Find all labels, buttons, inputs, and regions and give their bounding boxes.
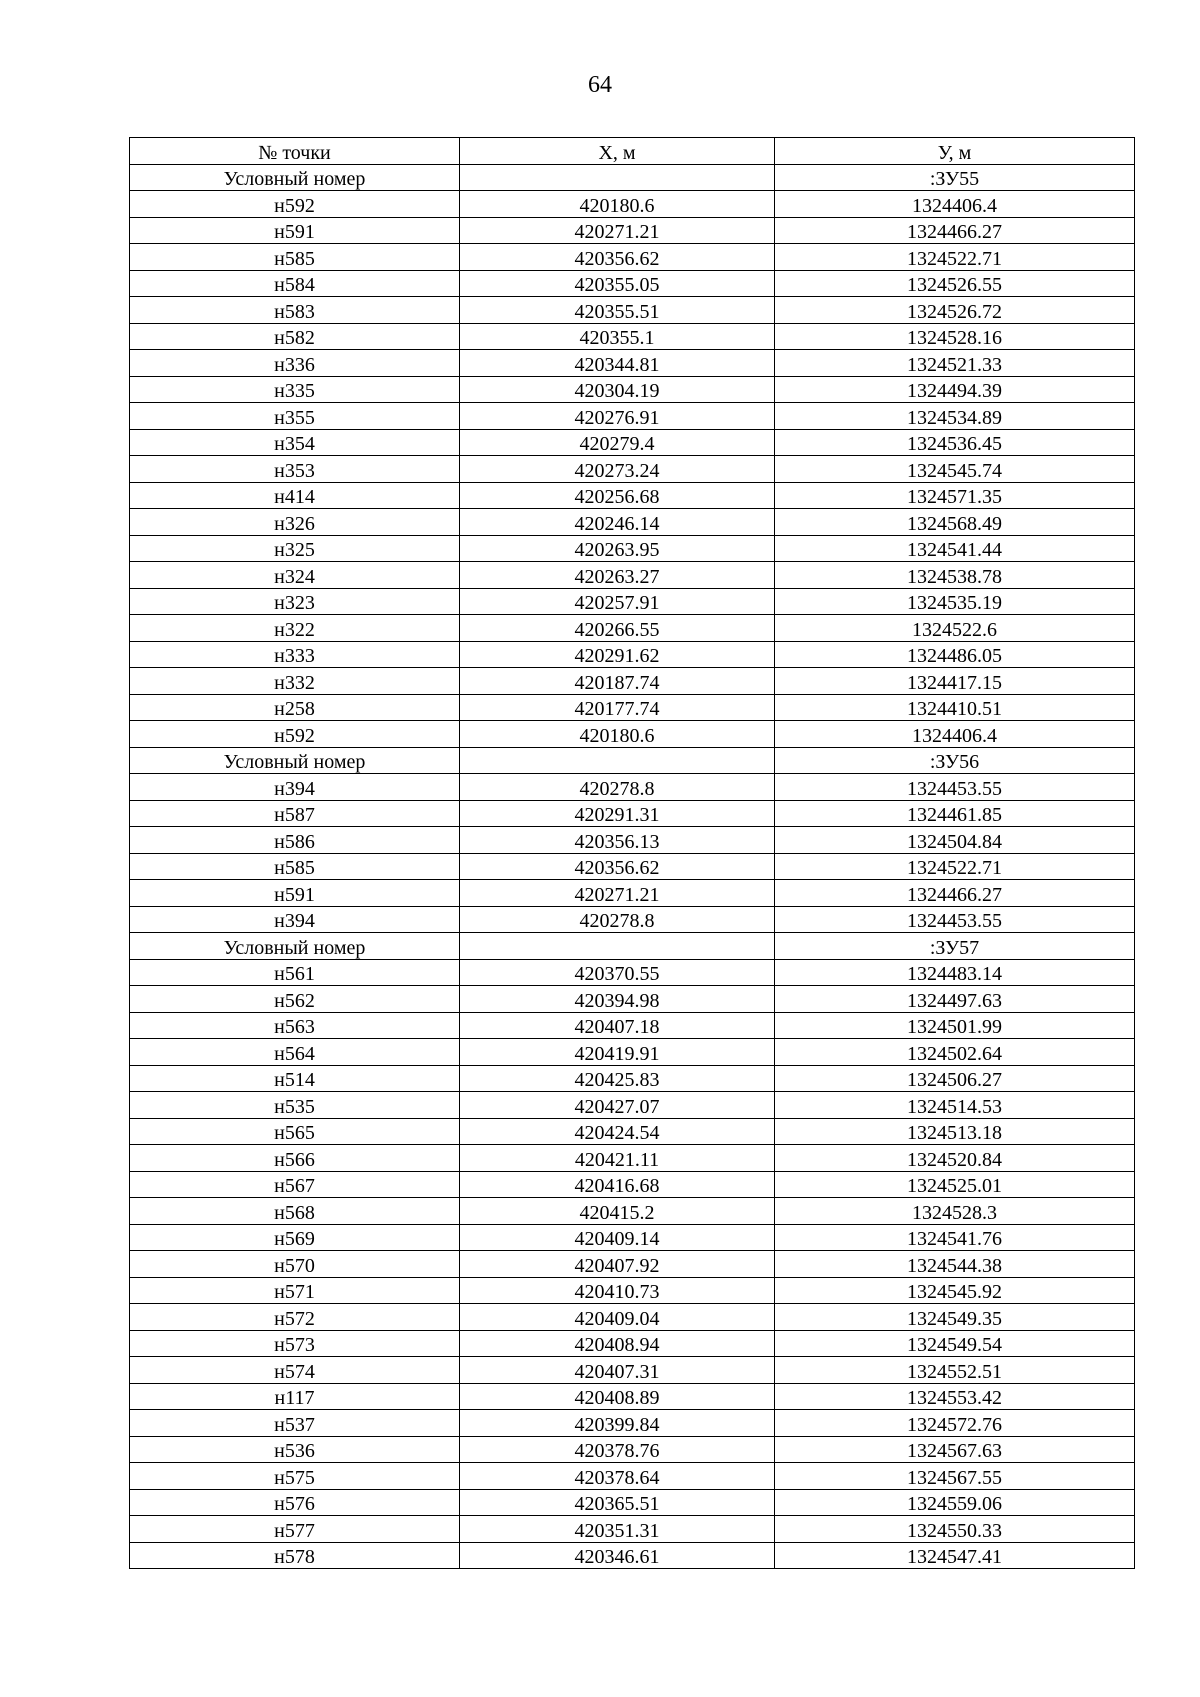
point-number-cell: н576: [130, 1489, 460, 1516]
y-coordinate-cell: 1324538.78: [775, 562, 1135, 589]
y-coordinate-cell: 1324513.18: [775, 1118, 1135, 1145]
table-row: [130, 1224, 1135, 1251]
x-coordinate-cell: 420263.27: [460, 562, 775, 589]
y-coordinate-cell: 1324461.85: [775, 800, 1135, 827]
point-number-cell: н414: [130, 482, 460, 509]
table-row: [130, 986, 1135, 1013]
table-row: [130, 350, 1135, 377]
y-coordinate-cell: 1324504.84: [775, 827, 1135, 854]
table-row: [130, 853, 1135, 880]
x-coordinate-cell: 420177.74: [460, 694, 775, 721]
point-number-cell: н564: [130, 1039, 460, 1066]
table-row: [130, 1277, 1135, 1304]
point-number-cell: н324: [130, 562, 460, 589]
y-coordinate-cell: 1324528.16: [775, 323, 1135, 350]
point-number-cell: н325: [130, 535, 460, 562]
point-number-cell: н585: [130, 244, 460, 271]
table-row: [130, 164, 1135, 191]
x-coordinate-cell: [460, 933, 775, 960]
x-coordinate-cell: 420256.68: [460, 482, 775, 509]
table-row: [130, 1092, 1135, 1119]
x-coordinate-cell: 420356.62: [460, 244, 775, 271]
header-y-coordinate: У, м: [775, 138, 1135, 165]
table-row: [130, 191, 1135, 218]
y-coordinate-cell: 1324545.92: [775, 1277, 1135, 1304]
y-coordinate-cell: 1324567.55: [775, 1463, 1135, 1490]
table-row: [130, 323, 1135, 350]
table-row: [130, 1039, 1135, 1066]
x-coordinate-cell: 420365.51: [460, 1489, 775, 1516]
y-coordinate-cell: 1324483.14: [775, 959, 1135, 986]
header-point-number: № точки: [130, 138, 460, 165]
point-number-cell: н258: [130, 694, 460, 721]
point-number-cell: н592: [130, 191, 460, 218]
y-coordinate-cell: 1324571.35: [775, 482, 1135, 509]
table-row: [130, 482, 1135, 509]
y-coordinate-cell: 1324501.99: [775, 1012, 1135, 1039]
y-coordinate-cell: 1324486.05: [775, 641, 1135, 668]
x-coordinate-cell: 420257.91: [460, 588, 775, 615]
y-coordinate-cell: 1324549.35: [775, 1304, 1135, 1331]
table-row: [130, 562, 1135, 589]
table-row: [130, 800, 1135, 827]
point-number-cell: н336: [130, 350, 460, 377]
table-row: [130, 588, 1135, 615]
table-header-row: [130, 138, 1135, 165]
x-coordinate-cell: 420278.8: [460, 774, 775, 801]
point-number-cell: н578: [130, 1542, 460, 1569]
y-coordinate-cell: 1324544.38: [775, 1251, 1135, 1278]
table-row: [130, 1065, 1135, 1092]
point-number-cell: н333: [130, 641, 460, 668]
y-coordinate-cell: :ЗУ55: [775, 164, 1135, 191]
table-row: [130, 721, 1135, 748]
point-number-cell: н394: [130, 906, 460, 933]
y-coordinate-cell: 1324526.72: [775, 297, 1135, 324]
point-number-cell: Условный номер: [130, 933, 460, 960]
x-coordinate-cell: 420187.74: [460, 668, 775, 695]
y-coordinate-cell: 1324466.27: [775, 217, 1135, 244]
y-coordinate-cell: 1324410.51: [775, 694, 1135, 721]
table-row: [130, 959, 1135, 986]
table-row: [130, 1436, 1135, 1463]
x-coordinate-cell: 420416.68: [460, 1171, 775, 1198]
y-coordinate-cell: 1324502.64: [775, 1039, 1135, 1066]
point-number-cell: н537: [130, 1410, 460, 1437]
point-number-cell: н586: [130, 827, 460, 854]
y-coordinate-cell: 1324567.63: [775, 1436, 1135, 1463]
point-number-cell: н535: [130, 1092, 460, 1119]
table-row: [130, 1463, 1135, 1490]
point-number-cell: н335: [130, 376, 460, 403]
x-coordinate-cell: 420273.24: [460, 456, 775, 483]
point-number-cell: н326: [130, 509, 460, 536]
point-number-cell: н565: [130, 1118, 460, 1145]
point-number-cell: н536: [130, 1436, 460, 1463]
table-row: [130, 1542, 1135, 1569]
x-coordinate-cell: 420279.4: [460, 429, 775, 456]
point-number-cell: н332: [130, 668, 460, 695]
table-row: [130, 1251, 1135, 1278]
x-coordinate-cell: 420276.91: [460, 403, 775, 430]
y-coordinate-cell: 1324497.63: [775, 986, 1135, 1013]
point-number-cell: Условный номер: [130, 164, 460, 191]
x-coordinate-cell: 420246.14: [460, 509, 775, 536]
point-number-cell: н355: [130, 403, 460, 430]
point-number-cell: н570: [130, 1251, 460, 1278]
y-coordinate-cell: 1324535.19: [775, 588, 1135, 615]
y-coordinate-cell: 1324453.55: [775, 774, 1135, 801]
table-row: [130, 1171, 1135, 1198]
table-row: [130, 1012, 1135, 1039]
table-row: [130, 1198, 1135, 1225]
x-coordinate-cell: 420409.04: [460, 1304, 775, 1331]
y-coordinate-cell: 1324406.4: [775, 191, 1135, 218]
table-row: [130, 509, 1135, 536]
x-coordinate-cell: 420355.1: [460, 323, 775, 350]
x-coordinate-cell: 420399.84: [460, 1410, 775, 1437]
table-row: [130, 774, 1135, 801]
y-coordinate-cell: 1324534.89: [775, 403, 1135, 430]
table-row: [130, 297, 1135, 324]
point-number-cell: н575: [130, 1463, 460, 1490]
point-number-cell: н585: [130, 853, 460, 880]
point-number-cell: н591: [130, 880, 460, 907]
point-number-cell: н587: [130, 800, 460, 827]
table-row: [130, 1357, 1135, 1384]
table-row: [130, 747, 1135, 774]
x-coordinate-cell: 420355.05: [460, 270, 775, 297]
x-coordinate-cell: 420409.14: [460, 1224, 775, 1251]
table-row: [130, 376, 1135, 403]
x-coordinate-cell: 420378.76: [460, 1436, 775, 1463]
x-coordinate-cell: 420356.13: [460, 827, 775, 854]
point-number-cell: н568: [130, 1198, 460, 1225]
x-coordinate-cell: 420410.73: [460, 1277, 775, 1304]
x-coordinate-cell: 420407.31: [460, 1357, 775, 1384]
point-number-cell: н573: [130, 1330, 460, 1357]
x-coordinate-cell: 420421.11: [460, 1145, 775, 1172]
table-row: [130, 694, 1135, 721]
y-coordinate-cell: 1324522.71: [775, 853, 1135, 880]
point-number-cell: н572: [130, 1304, 460, 1331]
table-row: [130, 880, 1135, 907]
point-number-cell: н514: [130, 1065, 460, 1092]
y-coordinate-cell: 1324453.55: [775, 906, 1135, 933]
table-row: [130, 1118, 1135, 1145]
table-row: [130, 429, 1135, 456]
point-number-cell: н353: [130, 456, 460, 483]
table-row: [130, 217, 1135, 244]
x-coordinate-cell: 420266.55: [460, 615, 775, 642]
point-number-cell: н583: [130, 297, 460, 324]
point-number-cell: н574: [130, 1357, 460, 1384]
y-coordinate-cell: 1324549.54: [775, 1330, 1135, 1357]
table-row: [130, 1145, 1135, 1172]
x-coordinate-cell: [460, 747, 775, 774]
point-number-cell: н566: [130, 1145, 460, 1172]
x-coordinate-cell: 420378.64: [460, 1463, 775, 1490]
y-coordinate-cell: :ЗУ56: [775, 747, 1135, 774]
x-coordinate-cell: 420263.95: [460, 535, 775, 562]
y-coordinate-cell: 1324559.06: [775, 1489, 1135, 1516]
y-coordinate-cell: 1324417.15: [775, 668, 1135, 695]
point-number-cell: н562: [130, 986, 460, 1013]
table-row: [130, 244, 1135, 271]
point-number-cell: н322: [130, 615, 460, 642]
point-number-cell: н569: [130, 1224, 460, 1251]
table-row: [130, 1304, 1135, 1331]
table-row: [130, 933, 1135, 960]
y-coordinate-cell: 1324568.49: [775, 509, 1135, 536]
table-row: [130, 535, 1135, 562]
point-number-cell: Условный номер: [130, 747, 460, 774]
point-number-cell: н394: [130, 774, 460, 801]
point-number-cell: н323: [130, 588, 460, 615]
point-number-cell: н584: [130, 270, 460, 297]
table-row: [130, 1410, 1135, 1437]
x-coordinate-cell: 420419.91: [460, 1039, 775, 1066]
y-coordinate-cell: 1324552.51: [775, 1357, 1135, 1384]
y-coordinate-cell: 1324547.41: [775, 1542, 1135, 1569]
point-number-cell: н117: [130, 1383, 460, 1410]
x-coordinate-cell: 420394.98: [460, 986, 775, 1013]
y-coordinate-cell: 1324553.42: [775, 1383, 1135, 1410]
x-coordinate-cell: 420408.89: [460, 1383, 775, 1410]
y-coordinate-cell: :ЗУ57: [775, 933, 1135, 960]
table-row: [130, 1489, 1135, 1516]
x-coordinate-cell: 420344.81: [460, 350, 775, 377]
y-coordinate-cell: 1324522.71: [775, 244, 1135, 271]
point-number-cell: н577: [130, 1516, 460, 1543]
y-coordinate-cell: 1324572.76: [775, 1410, 1135, 1437]
coordinates-table: [129, 137, 1135, 1569]
table-row: [130, 906, 1135, 933]
y-coordinate-cell: 1324514.53: [775, 1092, 1135, 1119]
table-row: [130, 1383, 1135, 1410]
table-row: [130, 403, 1135, 430]
x-coordinate-cell: 420424.54: [460, 1118, 775, 1145]
y-coordinate-cell: 1324536.45: [775, 429, 1135, 456]
table-row: [130, 1330, 1135, 1357]
y-coordinate-cell: 1324406.4: [775, 721, 1135, 748]
point-number-cell: н561: [130, 959, 460, 986]
x-coordinate-cell: 420355.51: [460, 297, 775, 324]
y-coordinate-cell: 1324541.44: [775, 535, 1135, 562]
header-x-coordinate: Х, м: [460, 138, 775, 165]
x-coordinate-cell: 420408.94: [460, 1330, 775, 1357]
y-coordinate-cell: 1324466.27: [775, 880, 1135, 907]
point-number-cell: н582: [130, 323, 460, 350]
x-coordinate-cell: [460, 164, 775, 191]
x-coordinate-cell: 420291.31: [460, 800, 775, 827]
x-coordinate-cell: 420370.55: [460, 959, 775, 986]
page-number: 64: [588, 72, 612, 98]
table-row: [130, 615, 1135, 642]
x-coordinate-cell: 420278.8: [460, 906, 775, 933]
point-number-cell: н354: [130, 429, 460, 456]
y-coordinate-cell: 1324494.39: [775, 376, 1135, 403]
y-coordinate-cell: 1324526.55: [775, 270, 1135, 297]
y-coordinate-cell: 1324525.01: [775, 1171, 1135, 1198]
y-coordinate-cell: 1324528.3: [775, 1198, 1135, 1225]
y-coordinate-cell: 1324506.27: [775, 1065, 1135, 1092]
x-coordinate-cell: 420407.18: [460, 1012, 775, 1039]
y-coordinate-cell: 1324520.84: [775, 1145, 1135, 1172]
x-coordinate-cell: 420427.07: [460, 1092, 775, 1119]
x-coordinate-cell: 420346.61: [460, 1542, 775, 1569]
x-coordinate-cell: 420271.21: [460, 217, 775, 244]
x-coordinate-cell: 420407.92: [460, 1251, 775, 1278]
table-row: [130, 827, 1135, 854]
table-row: [130, 1516, 1135, 1543]
table-row: [130, 641, 1135, 668]
x-coordinate-cell: 420271.21: [460, 880, 775, 907]
x-coordinate-cell: 420415.2: [460, 1198, 775, 1225]
point-number-cell: н592: [130, 721, 460, 748]
y-coordinate-cell: 1324521.33: [775, 350, 1135, 377]
y-coordinate-cell: 1324541.76: [775, 1224, 1135, 1251]
point-number-cell: н571: [130, 1277, 460, 1304]
x-coordinate-cell: 420356.62: [460, 853, 775, 880]
table-row: [130, 668, 1135, 695]
x-coordinate-cell: 420304.19: [460, 376, 775, 403]
table-body: [130, 164, 1135, 1569]
table-row: [130, 270, 1135, 297]
y-coordinate-cell: 1324545.74: [775, 456, 1135, 483]
table-row: [130, 456, 1135, 483]
y-coordinate-cell: 1324550.33: [775, 1516, 1135, 1543]
point-number-cell: н567: [130, 1171, 460, 1198]
point-number-cell: н591: [130, 217, 460, 244]
point-number-cell: н563: [130, 1012, 460, 1039]
x-coordinate-cell: 420180.6: [460, 191, 775, 218]
x-coordinate-cell: 420291.62: [460, 641, 775, 668]
x-coordinate-cell: 420180.6: [460, 721, 775, 748]
y-coordinate-cell: 1324522.6: [775, 615, 1135, 642]
x-coordinate-cell: 420351.31: [460, 1516, 775, 1543]
x-coordinate-cell: 420425.83: [460, 1065, 775, 1092]
